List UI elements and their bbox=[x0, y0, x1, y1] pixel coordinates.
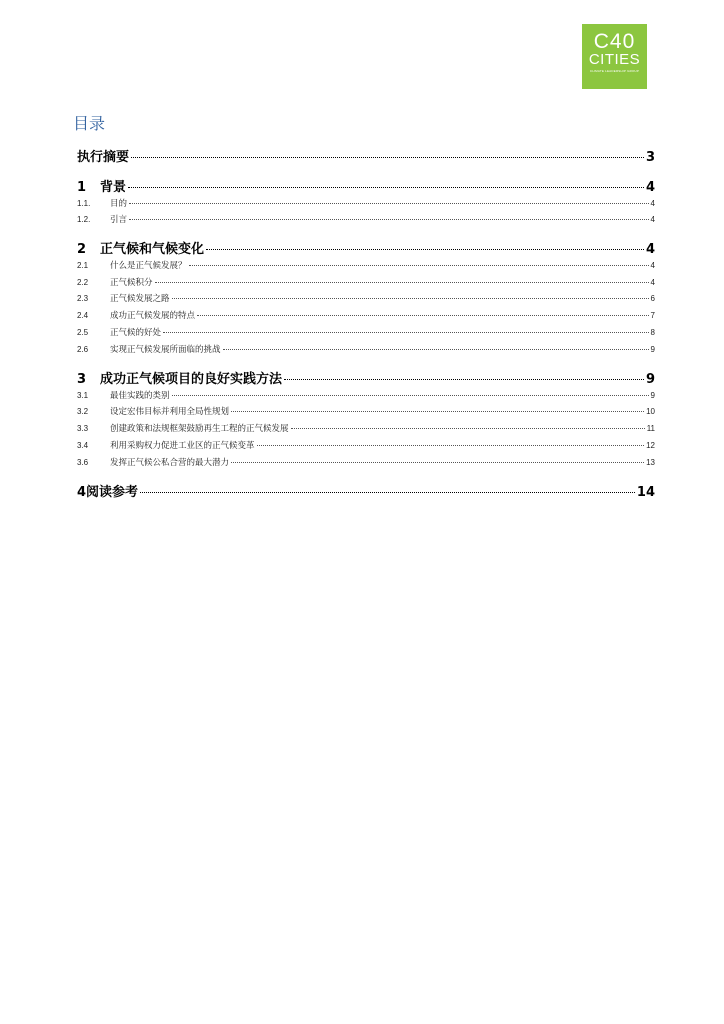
toc-entry-path-to-climate-positive[interactable] bbox=[77, 292, 655, 304]
toc-entry-label: 引言 bbox=[110, 215, 128, 225]
toc-entry-background[interactable] bbox=[77, 176, 655, 194]
toc-leader-dots bbox=[129, 219, 649, 220]
toc-entry-number: 3 bbox=[77, 372, 87, 387]
toc-entry-label: 正气候的好处 bbox=[110, 328, 162, 338]
toc-entry-page: 4 bbox=[650, 278, 655, 287]
toc-leader-dots bbox=[284, 379, 644, 380]
toc-entry-good-practices[interactable] bbox=[77, 368, 655, 386]
toc-entry-label: 实现正气候发展所面临的挑战 bbox=[110, 345, 221, 355]
toc-entry-page: 4 bbox=[650, 261, 655, 270]
toc-entry-number: 2.1 bbox=[77, 261, 89, 270]
toc-entry-label: 正气候积分 bbox=[110, 278, 153, 288]
toc-entry-label: 利用采购权力促进工业区的正气候变革 bbox=[110, 441, 255, 451]
toc-entry-label: 背景 bbox=[100, 180, 127, 195]
toc-leader-dots bbox=[140, 492, 635, 493]
toc-entry-number: 2.2 bbox=[77, 278, 89, 287]
toc-title: 目录 bbox=[73, 114, 106, 133]
toc-entry-number: 4 bbox=[77, 485, 87, 500]
toc-entry-page: 9 bbox=[645, 372, 655, 387]
toc-entry-page: 6 bbox=[650, 294, 655, 303]
toc-entry-number: 2.4 bbox=[77, 311, 89, 320]
toc-entry-climate-positive-credits[interactable] bbox=[77, 276, 655, 288]
toc-entry-page: 11 bbox=[646, 424, 655, 433]
logo-tagline-text: CLIMATE LEADERSHIP GROUP bbox=[589, 69, 640, 73]
toc-leader-dots bbox=[155, 282, 649, 283]
toc-entry-further-reading[interactable] bbox=[77, 481, 655, 499]
toc-entry-label: 什么是正气候发展？ bbox=[110, 261, 187, 271]
toc-entry-number: 3.2 bbox=[77, 407, 89, 416]
toc-entry-label: 正气候发展之路 bbox=[110, 294, 170, 304]
toc-entry-label: 执行摘要 bbox=[77, 150, 130, 165]
toc-entry-number: 1 bbox=[77, 180, 87, 195]
toc-leader-dots bbox=[129, 203, 649, 204]
toc-entry-number: 2.6 bbox=[77, 345, 89, 354]
toc-entry-page: 12 bbox=[646, 441, 655, 450]
toc-leader-dots bbox=[223, 349, 649, 350]
toc-entry-page: 14 bbox=[636, 485, 655, 500]
toc-entry-introduction[interactable] bbox=[77, 213, 655, 225]
toc-entry-public-private-partnership[interactable] bbox=[77, 456, 655, 468]
toc-entry-purpose[interactable] bbox=[77, 197, 655, 209]
toc-entry-page: 3 bbox=[645, 150, 655, 165]
toc-leader-dots bbox=[197, 315, 649, 316]
toc-entry-number: 2.3 bbox=[77, 294, 89, 303]
toc-leader-dots bbox=[206, 249, 644, 250]
toc-entry-label: 设定宏伟目标并利用全局性规划 bbox=[110, 407, 230, 417]
toc-entry-benefits[interactable] bbox=[77, 326, 655, 338]
toc-entry-number: 3.4 bbox=[77, 441, 89, 450]
toc-entry-number: 3.3 bbox=[77, 424, 89, 433]
logo-cities-text: CITIES bbox=[588, 51, 641, 68]
toc-leader-dots bbox=[163, 332, 649, 333]
toc-leader-dots bbox=[131, 157, 644, 158]
toc-entry-what-is-climate-positive[interactable] bbox=[77, 259, 655, 271]
toc-entry-label: 发挥正气候公私合营的最大潜力 bbox=[110, 458, 230, 468]
toc-entry-label: 目的 bbox=[110, 199, 128, 209]
toc-leader-dots bbox=[172, 298, 649, 299]
toc-leader-dots bbox=[291, 428, 645, 429]
toc-leader-dots bbox=[128, 187, 644, 188]
toc-entry-page: 4 bbox=[645, 242, 655, 257]
toc-entry-number: 3.1 bbox=[77, 391, 89, 400]
toc-entry-ambitious-goals[interactable] bbox=[77, 405, 655, 417]
toc-entry-challenges[interactable] bbox=[77, 343, 655, 355]
toc-entry-label: 成功正气候项目的良好实践方法 bbox=[100, 372, 283, 387]
toc-entry-number: 2 bbox=[77, 242, 87, 257]
toc-entry-page: 4 bbox=[650, 215, 655, 224]
toc-entry-label: 最佳实践的类别 bbox=[110, 391, 170, 401]
toc-leader-dots bbox=[189, 265, 649, 266]
toc-entry-page: 10 bbox=[646, 407, 655, 416]
toc-entry-policy-framework[interactable] bbox=[77, 422, 655, 434]
toc-entry-page: 7 bbox=[650, 311, 655, 320]
logo-c40-text: C40 bbox=[593, 30, 636, 53]
toc-entry-label: 成功正气候发展的特点 bbox=[110, 311, 196, 321]
toc-entry-label: 创建政策和法规框架鼓励再生工程的正气候发展 bbox=[110, 424, 289, 434]
toc-entry-page: 9 bbox=[650, 345, 655, 354]
toc-entry-page: 8 bbox=[650, 328, 655, 337]
toc-entry-page: 13 bbox=[646, 458, 655, 467]
toc-entry-best-practice-categories[interactable] bbox=[77, 389, 655, 401]
toc-entry-label: 正气候和气候变化 bbox=[100, 242, 205, 257]
toc-leader-dots bbox=[257, 445, 645, 446]
toc-entry-number: 2.5 bbox=[77, 328, 89, 337]
toc-leader-dots bbox=[231, 411, 644, 412]
toc-entry-success-characteristics[interactable] bbox=[77, 309, 655, 321]
toc-leader-dots bbox=[231, 462, 644, 463]
toc-entry-climate-positive-and-change[interactable] bbox=[77, 238, 655, 256]
toc-entry-label: 阅读参考 bbox=[86, 485, 139, 500]
toc-entry-procurement-power[interactable] bbox=[77, 439, 655, 451]
toc-entry-executive-summary[interactable] bbox=[77, 146, 655, 164]
c40-cities-logo bbox=[582, 24, 647, 89]
toc-entry-page: 4 bbox=[650, 199, 655, 208]
toc-leader-dots bbox=[172, 395, 649, 396]
toc-entry-number: 1.1. bbox=[77, 199, 91, 208]
toc-entry-page: 4 bbox=[645, 180, 655, 195]
toc-entry-page: 9 bbox=[650, 391, 655, 400]
toc-entry-number: 1.2. bbox=[77, 215, 91, 224]
toc-entry-number: 3.6 bbox=[77, 458, 89, 467]
